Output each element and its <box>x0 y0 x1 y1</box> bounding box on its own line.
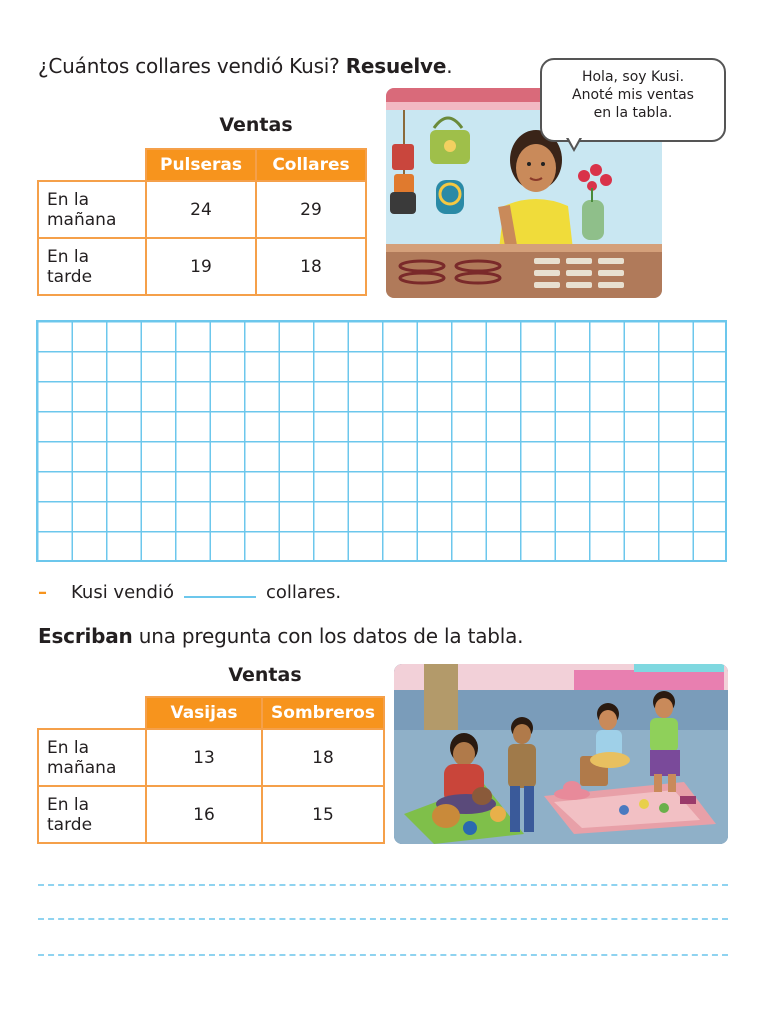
table-2-title: Ventas <box>228 664 302 686</box>
answer-blank[interactable] <box>184 580 256 598</box>
question-1-bold: Resuelve <box>345 54 447 78</box>
speech-bubble <box>540 58 726 142</box>
grid-work-area[interactable] <box>36 320 727 562</box>
col-header-vasijas: Vasijas <box>146 697 262 729</box>
table-cell: 13 <box>146 729 262 786</box>
instruction-2 <box>38 624 523 648</box>
table-cell: 19 <box>146 238 256 295</box>
speech-line: Hola, soy Kusi. <box>581 69 685 85</box>
question-1 <box>38 54 452 78</box>
answer-text-after: collares. <box>266 582 342 603</box>
question-1-text: ¿Cuántos collares vendió Kusi? <box>38 54 346 78</box>
row-label-tarde: En la tarde <box>38 786 146 843</box>
table-cell: 16 <box>146 786 262 843</box>
answer-text-before: Kusi vendió <box>71 582 174 603</box>
answer-sentence <box>38 580 341 603</box>
table-cell: 18 <box>262 729 384 786</box>
row-label-manana: En la mañana <box>38 181 146 238</box>
writing-line[interactable] <box>38 954 728 956</box>
col-header-collares: Collares <box>256 149 366 181</box>
speech-line: en la tabla. <box>593 105 673 121</box>
writing-line[interactable] <box>38 918 728 920</box>
instruction-2-text: una pregunta con los datos de la tabla. <box>132 624 524 648</box>
table-cell: 15 <box>262 786 384 843</box>
col-header-pulseras: Pulseras <box>146 149 256 181</box>
sales-table-2 <box>37 696 385 844</box>
market-scene-illustration <box>394 664 728 844</box>
writing-line[interactable] <box>38 884 728 886</box>
table-cell: 18 <box>256 238 366 295</box>
row-label-tarde: En la tarde <box>38 238 146 295</box>
question-1-end: . <box>446 54 453 78</box>
table-1-title: Ventas <box>219 114 293 136</box>
instruction-2-bold: Escriban <box>38 624 133 648</box>
speech-line: Anoté mis ventas <box>572 87 694 103</box>
table-cell: 29 <box>256 181 366 238</box>
dash-bullet: – <box>38 582 47 603</box>
sales-table-1 <box>37 148 367 296</box>
col-header-sombreros: Sombreros <box>262 697 384 729</box>
table-cell: 24 <box>146 181 256 238</box>
row-label-manana: En la mañana <box>38 729 146 786</box>
